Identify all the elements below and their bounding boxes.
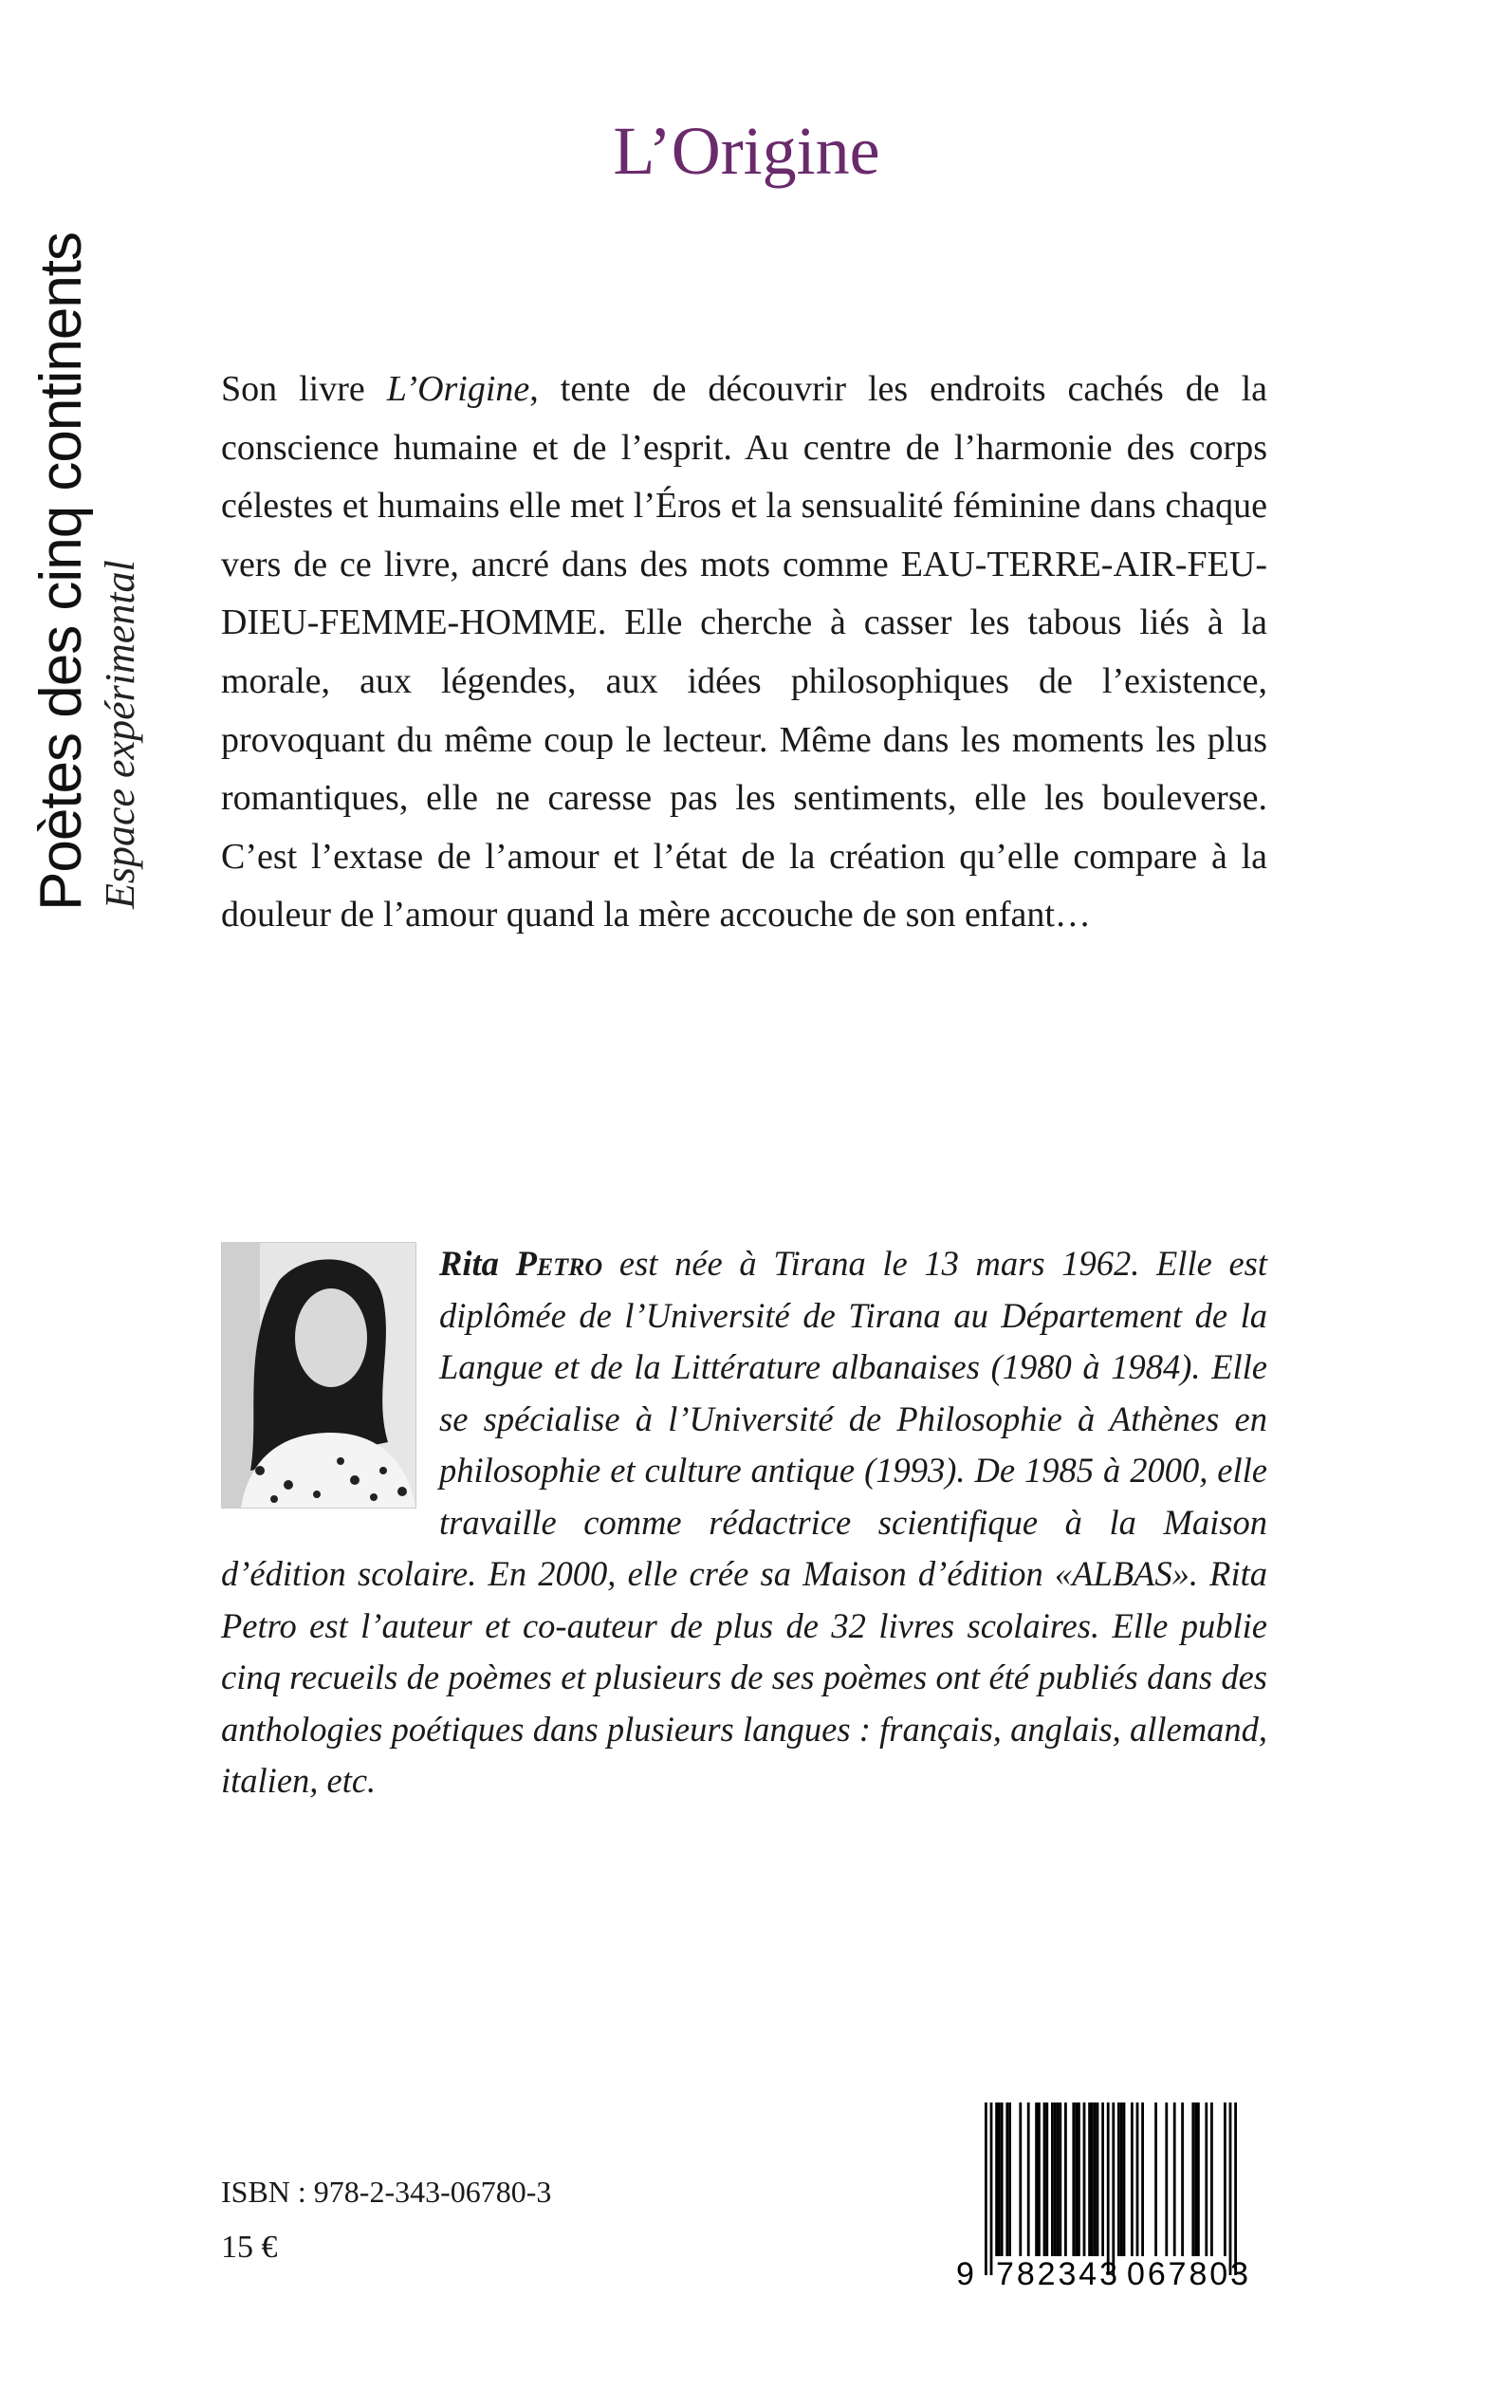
barcode-bar <box>1107 2102 1110 2275</box>
barcode-bar <box>1005 2102 1008 2256</box>
author-last-name: Petro <box>515 1244 603 1283</box>
barcode-bar <box>1057 2102 1060 2256</box>
barcode-bar <box>990 2102 993 2275</box>
barcode-bar <box>1038 2102 1041 2256</box>
barcode-bar <box>1117 2102 1120 2256</box>
barcode-bar <box>1094 2102 1097 2256</box>
barcode-bar <box>1131 2102 1134 2256</box>
barcode-bar <box>1054 2102 1057 2256</box>
barcode-bar <box>995 2102 998 2256</box>
barcode-bar <box>1112 2102 1115 2275</box>
book-title-inline: L’Origine <box>386 369 530 409</box>
book-title: L’Origine <box>613 113 880 189</box>
price: 15 € <box>221 2230 278 2265</box>
barcode-bar <box>1064 2102 1067 2256</box>
barcode-bar <box>1088 2102 1091 2256</box>
barcode-bar <box>1173 2102 1176 2256</box>
collection-name: Espace expérimental <box>97 560 143 909</box>
author-first-name: Rita <box>439 1244 499 1283</box>
barcode-bar <box>1035 2102 1038 2256</box>
barcode-bar <box>1234 2102 1237 2275</box>
barcode-bar <box>1165 2102 1168 2256</box>
barcode-bar <box>1075 2102 1078 2256</box>
blurb: Son livre L’Origine, tente de découvrir les endroits cachés de la conscience humaine et de l’esprit. Au centre de l’harmonie des corps célestes et humains elle met l’Éros et la sensualité féminine dans chaque vers de ce livre, ancré dans des mots comme EAU-TERRE-AIR-FEU-DIEU-FEMME-HOMME. Elle cherche à casser les tabous liés à la morale, aux légendes, aux idées philosophiques de l’existence, provoquant du même coup le lecteur. Même dans les moments les plus romantiques, elle ne caresse pas les sentiments, elle les bouleverse. C’est l’extase de l’amour et l’état de la création qu’elle compare à la douleur de l’amour quand la mère accouche de son enfant… <box>221 369 1267 935</box>
barcode-bar <box>1210 2102 1213 2256</box>
barcode-bar <box>1051 2102 1054 2256</box>
isbn: ISBN : 978-2-343-06780-3 <box>221 2175 552 2209</box>
author-photo <box>221 1242 416 1509</box>
barcode-bar <box>1154 2102 1157 2256</box>
barcode-digits-right: 067803 <box>1127 2256 1248 2288</box>
barcode <box>956 2102 1269 2288</box>
barcode-bar <box>1136 2102 1139 2256</box>
barcode-bar <box>1097 2102 1099 2256</box>
barcode-bar <box>1008 2102 1011 2256</box>
barcode-bar <box>1120 2102 1123 2256</box>
barcode-bar <box>1072 2102 1075 2256</box>
barcode-bar <box>1205 2102 1208 2256</box>
barcode-bar <box>1229 2102 1232 2275</box>
barcode-bar <box>1191 2102 1194 2256</box>
spine-text <box>28 232 146 911</box>
barcode-bar <box>1181 2102 1184 2256</box>
barcode-bar <box>1083 2102 1086 2256</box>
barcode-bar <box>1141 2102 1144 2256</box>
barcode-digits-left: 782343 <box>996 2256 1117 2288</box>
barcode-bar <box>1001 2102 1004 2256</box>
author-bio: Rita Petro est née à Tirana le 13 mars 1962. Elle est diplômée de l’Université de Tirana au Département de la Langue et de la Littérature albanaises (1980 à 1984). Elle se spécialise à l’Université de Philosophie à Athènes en philosophie et culture antique (1993). De 1985 à 2000, elle travaille comme rédactrice scientifique à la Maison d’édition scolaire. En 2000, elle crée sa Maison d’édition «ALBAS». Rita Petro est l’auteur et co-auteur de plus de 32 livres scolaires. Elle publie cinq recueils de poèmes et plusieurs de ses poèmes ont été publiés dans des anthologies poétiques dans plusieurs langues : français, anglais, allemand, italien, etc. <box>221 1244 1268 1800</box>
barcode-bar <box>1078 2102 1080 2256</box>
barcode-bar <box>1197 2102 1200 2256</box>
barcode-bar <box>1043 2102 1046 2256</box>
barcode-bar <box>1123 2102 1126 2256</box>
series-name: Poètes des cinq continents <box>28 232 94 911</box>
barcode-bar <box>1194 2102 1197 2256</box>
barcode-bar <box>1224 2102 1226 2256</box>
barcode-digit-first: 9 <box>956 2256 974 2288</box>
barcode-bar <box>1019 2102 1022 2256</box>
barcode-bar <box>1045 2102 1048 2256</box>
barcode-bar <box>1101 2102 1104 2256</box>
barcode-bar <box>1091 2102 1094 2256</box>
barcode-bar <box>1027 2102 1030 2256</box>
barcode-bar <box>1059 2102 1061 2256</box>
barcode-bar <box>985 2102 987 2275</box>
barcode-bar <box>998 2102 1001 2256</box>
